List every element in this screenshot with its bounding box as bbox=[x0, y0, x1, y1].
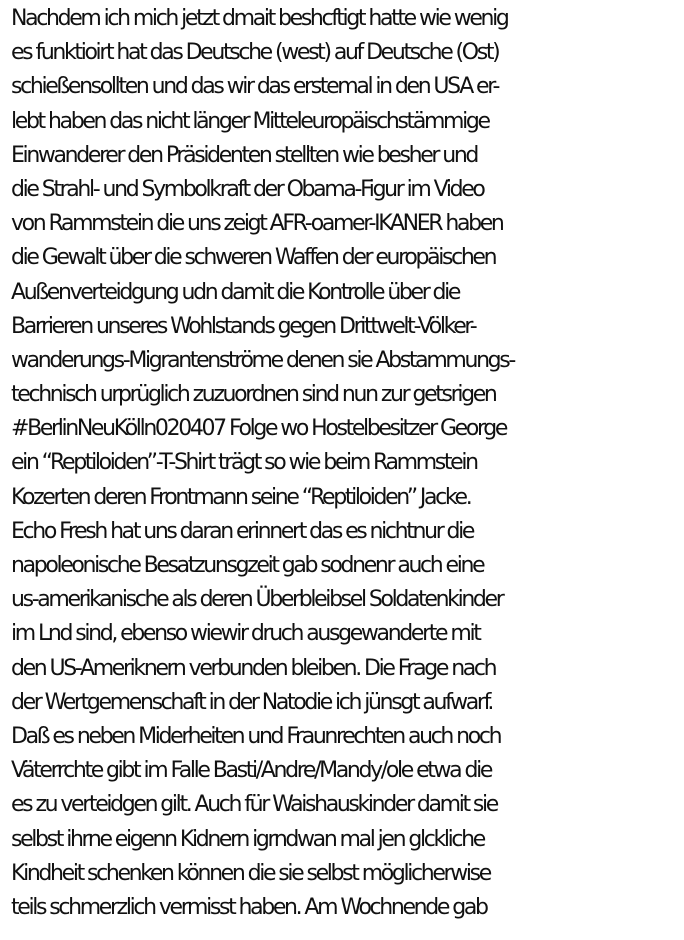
text-line: technisch urprüglich zuzuordnen sind nun zur getsrigen bbox=[11, 382, 496, 408]
text-line: im Lnd sind, ebenso wiewir druch ausgewanderte mit bbox=[11, 621, 480, 647]
text-line: selbst ihrne eigenn Kidnern igrndwan mal jen glckliche bbox=[11, 826, 484, 852]
text-line: schießensollten und das wir das erstemal in den USA er- bbox=[11, 74, 499, 100]
text-line: Einwanderer den Präsidenten stellten wie besher und bbox=[11, 142, 478, 168]
text-line: von Rammstein die uns zeigt AFR-oamer-IKANER haben bbox=[11, 211, 503, 237]
text-line: es funktioirt hat das Deutsche (west) auf Deutsche (Ost) bbox=[11, 40, 499, 66]
text-line: Außenverteidgung udn damit die Kontrolle über die bbox=[11, 279, 460, 305]
text-line: #BerlinNeuKölln020407 Folge wo Hostelbesitzer George bbox=[11, 416, 507, 442]
text-line: napoleonische Besatzunsgzeit gab sodnenr auch eine bbox=[11, 553, 484, 578]
text-line: Kozerten deren Frontmann seine “Reptiloiden” Jacke. bbox=[11, 484, 471, 510]
text-line: die Strahl- und Symbolkraft der Obama-Figur im Video bbox=[11, 176, 484, 202]
text-line: wanderungs-Migrantenströme denen sie Abstammungs- bbox=[11, 347, 514, 373]
text-line: Barrieren unseres Wohlstands gegen Drittwelt-Völker- bbox=[11, 313, 476, 339]
text-line: teils schmerzlich vermisst haben. Am Wochnende gab bbox=[11, 894, 487, 920]
text-line: Kindheit schenken können die sie selbst möglicherwise bbox=[11, 860, 490, 886]
text-line: es zu verteidgen gilt. Auch für Waishauskinder damit sie bbox=[11, 792, 497, 818]
text-line: der Wertgemenschaft in der Natodie ich jünsgt aufwarf. bbox=[11, 689, 493, 715]
text-line: Daß es neben Miderheiten und Fraunrechten auch noch bbox=[11, 723, 501, 749]
text-line: us-amerikanische als deren Überbleibsel Soldatenkinder bbox=[11, 587, 503, 613]
text-line: Echo Fresh hat uns daran erinnert das es nichtnur die bbox=[11, 518, 474, 544]
text-line: Nachdem ich mich jetzt dmait beshcftigt hatte wie wenig bbox=[11, 6, 508, 31]
text-line: ein “Reptiloiden”-T-Shirt trägt so wie beim Rammstein bbox=[11, 450, 477, 476]
text-line: die Gewalt über die schweren Waffen der europäischen bbox=[11, 245, 496, 271]
body-text bbox=[11, 2, 683, 925]
text-line: lebt haben das nicht länger Mitteleuropäischstämmige bbox=[11, 108, 489, 134]
text-line: Väterrchte gibt im Falle Basti/Andre/Mandy/ole etwa die bbox=[11, 758, 492, 784]
text-line: den US-Ameriknern verbunden bleiben. Die Frage nach bbox=[11, 655, 496, 681]
